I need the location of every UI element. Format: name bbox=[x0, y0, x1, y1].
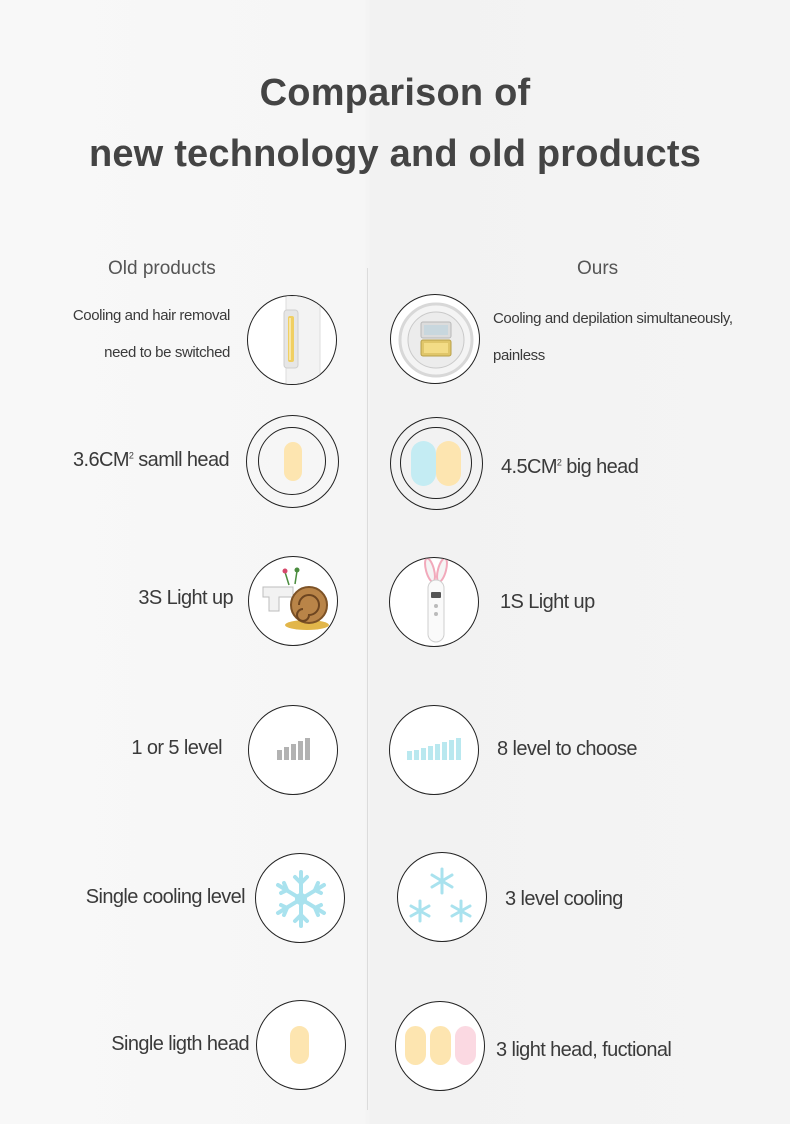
title-line-1: Comparison of bbox=[259, 72, 531, 114]
bunny-device-icon bbox=[389, 557, 479, 647]
old-feature-label-3: 3S Light up bbox=[138, 587, 233, 609]
new-head-size-text: big head bbox=[561, 456, 639, 478]
new-head-size-exponent: 2 bbox=[556, 457, 562, 468]
new-feature-label-5: 3 level cooling bbox=[505, 888, 623, 910]
new-feature-label-4: 8 level to choose bbox=[497, 738, 637, 760]
light-window bbox=[436, 441, 461, 486]
old-feature-label-4: 1 or 5 level bbox=[131, 737, 222, 759]
column-header-new: Ours bbox=[577, 258, 619, 279]
title-line-2: new technology and old products bbox=[88, 133, 702, 175]
column-header-old: Old products bbox=[108, 258, 216, 279]
three-snowflakes-icon bbox=[397, 852, 487, 942]
eight-level-bars-icon bbox=[389, 705, 479, 795]
device-head-icon bbox=[247, 295, 337, 385]
light-window bbox=[455, 1026, 476, 1065]
single-light-head-icon bbox=[256, 1000, 346, 1090]
snail-icon bbox=[248, 556, 338, 646]
old-feature-label-1-line-2: need to be switched bbox=[104, 344, 230, 361]
five-level-bars-icon bbox=[248, 705, 338, 795]
old-head-size-value: 3.6CM bbox=[72, 449, 129, 471]
old-head-size-exponent: 2 bbox=[128, 450, 134, 461]
new-feature-label-2 bbox=[501, 456, 638, 479]
column-divider bbox=[367, 268, 368, 1110]
new-feature-label-3: 1S Light up bbox=[500, 591, 595, 613]
old-feature-label-1 bbox=[73, 297, 230, 371]
old-feature-label-6: Single ligth head bbox=[111, 1033, 249, 1055]
cooling-window bbox=[411, 441, 436, 486]
three-light-heads-icon bbox=[395, 1001, 485, 1091]
small-head-icon bbox=[246, 415, 339, 508]
big-head-icon bbox=[390, 417, 483, 510]
new-feature-label-1 bbox=[493, 300, 733, 374]
light-window bbox=[405, 1026, 426, 1065]
new-head-size-value: 4.5CM bbox=[501, 456, 557, 478]
old-feature-label-1-line-1: Cooling and hair removal bbox=[72, 307, 230, 324]
new-feature-label-1-line-2: painless bbox=[493, 347, 545, 364]
device-head-front-icon bbox=[390, 294, 480, 384]
new-feature-label-1-line-1: Cooling and depilation simultaneously, bbox=[493, 310, 733, 327]
new-feature-label-6: 3 light head, fuctional bbox=[496, 1039, 672, 1061]
old-head-size-text: samll head bbox=[133, 449, 229, 471]
old-feature-label-5: Single cooling level bbox=[85, 886, 245, 908]
light-window bbox=[284, 442, 302, 481]
light-window bbox=[290, 1026, 309, 1064]
snowflake-icon bbox=[255, 853, 345, 943]
old-feature-label-2 bbox=[73, 449, 229, 472]
light-window bbox=[430, 1026, 451, 1065]
